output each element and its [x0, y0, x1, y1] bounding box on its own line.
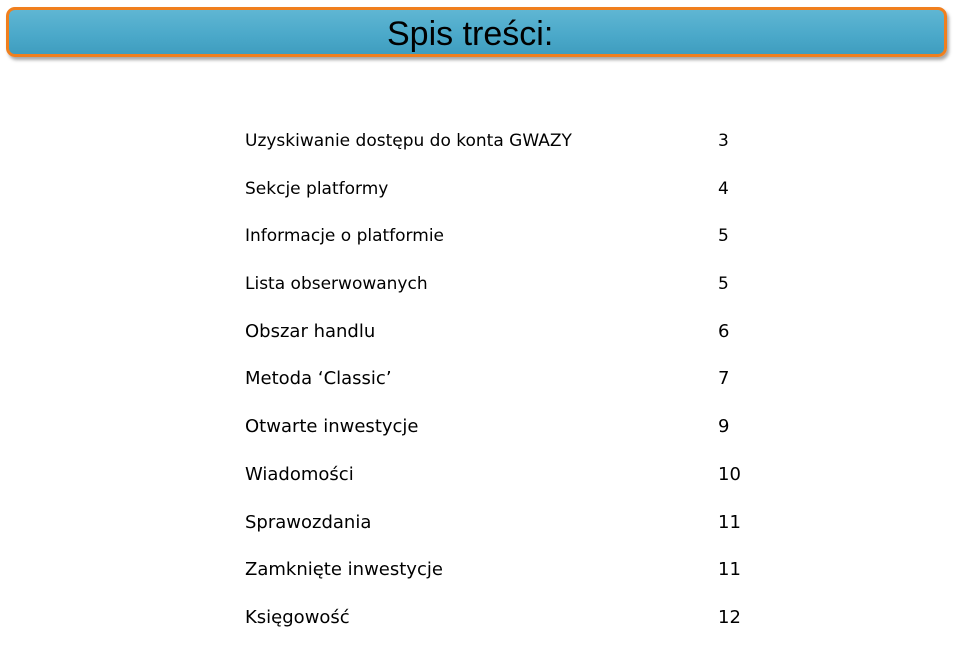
toc-entry-page: 12	[718, 606, 741, 628]
toc-entry[interactable]	[245, 414, 765, 462]
toc-entry-page: 5	[718, 274, 729, 295]
toc-entry-page: 5	[718, 226, 729, 247]
toc-entry-page: 4	[718, 178, 729, 199]
toc-entry-label: Obszar handlu	[245, 320, 376, 342]
toc-entry-page: 11	[718, 559, 741, 581]
toc-entry-label: Wiadomości	[245, 463, 354, 485]
toc-entry-label: Otwarte inwestycje	[245, 416, 419, 438]
toc-entry-label: Informacje o platformie	[245, 226, 444, 247]
table-of-contents	[245, 128, 765, 653]
toc-entry[interactable]	[245, 128, 765, 176]
toc-entry[interactable]	[245, 462, 765, 510]
toc-entry[interactable]	[245, 271, 765, 319]
toc-entry-page: 9	[718, 416, 730, 438]
toc-entry[interactable]	[245, 605, 765, 653]
toc-entry-page: 3	[718, 131, 729, 151]
toc-entry[interactable]	[245, 176, 765, 224]
toc-entry-label: Sekcje platformy	[245, 178, 389, 199]
title-banner	[6, 7, 947, 57]
toc-entry-page: 6	[718, 320, 730, 342]
page-title: Spis treści:	[387, 15, 554, 53]
toc-entry-page: 7	[718, 368, 730, 390]
toc-entry-label: Metoda ‘Classic’	[245, 368, 392, 390]
toc-entry[interactable]	[245, 319, 765, 367]
toc-entry-label: Zamknięte inwestycje	[245, 559, 443, 581]
toc-entry[interactable]	[245, 223, 765, 271]
toc-entry-label: Księgowość	[245, 606, 350, 628]
toc-entry-label: Sprawozdania	[245, 511, 372, 533]
toc-entry-label: Uzyskiwanie dostępu do konta GWAZY	[245, 131, 572, 151]
toc-entry-label: Lista obserwowanych	[245, 274, 428, 295]
toc-entry[interactable]	[245, 557, 765, 605]
toc-entry-page: 11	[718, 511, 741, 533]
toc-entry-page: 10	[718, 463, 741, 485]
toc-entry[interactable]	[245, 366, 765, 414]
toc-entry[interactable]	[245, 510, 765, 558]
